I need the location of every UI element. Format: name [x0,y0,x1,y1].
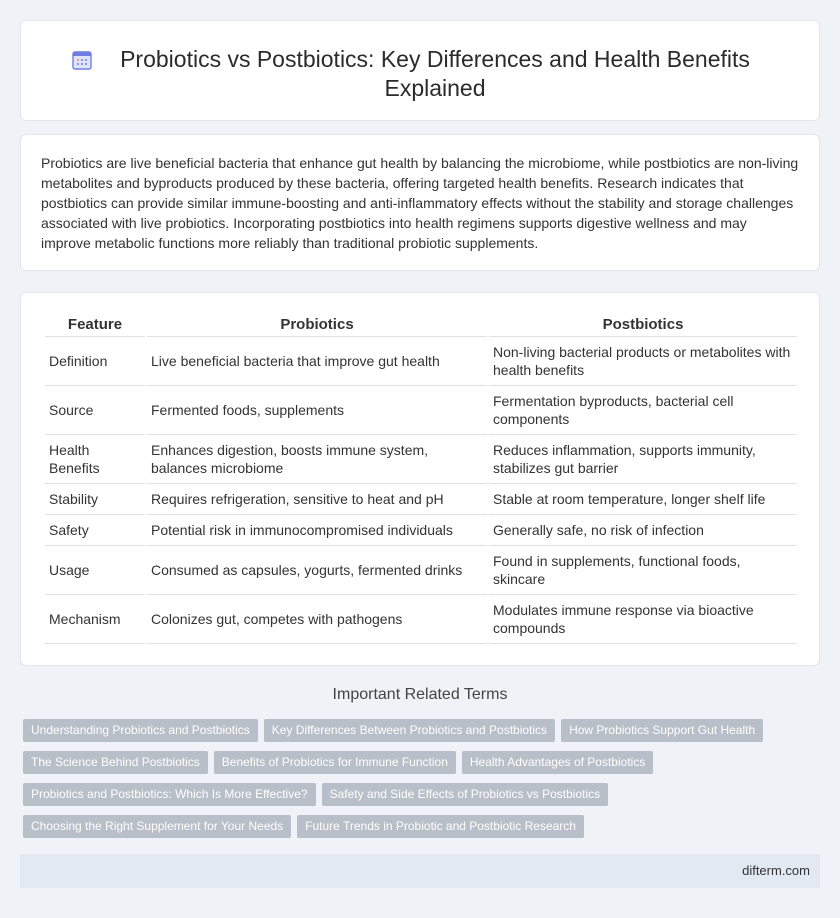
probiotics-cell: Consumed as capsules, yogurts, fermented drinks [147,546,487,595]
intro-card [20,134,820,271]
related-term-tag[interactable]: Probiotics and Postbiotics: Which Is More Effective? [23,783,316,806]
tag-row [23,815,813,838]
tag-row [23,719,813,742]
probiotics-cell: Enhances digestion, boosts immune system, balances microbiome [147,435,487,484]
header-postbiotics: Postbiotics [489,313,797,337]
feature-cell: Stability [45,484,145,515]
postbiotics-cell: Stable at room temperature, longer shelf life [489,484,797,515]
probiotics-cell: Live beneficial bacteria that improve gut health [147,337,487,386]
related-term-tag[interactable]: Future Trends in Probiotic and Postbiotic Research [297,815,584,838]
feature-cell: Health Benefits [45,435,145,484]
postbiotics-cell: Reduces inflammation, supports immunity, stabilizes gut barrier [489,435,797,484]
related-term-tag[interactable]: Safety and Side Effects of Probiotics vs Postbiotics [322,783,609,806]
postbiotics-cell: Modulates immune response via bioactive compounds [489,595,797,644]
table-row [45,435,797,484]
related-term-tag[interactable]: The Science Behind Postbiotics [23,751,208,774]
title-card [20,20,820,121]
intro-paragraph: Probiotics are live beneficial bacteria that enhance gut health by balancing the microbiome, while postbiotics are non-living metabolites and byproducts produced by these bacteria, offering targeted health benefits. Research indicates that postbiotics can provide similar immune-boosting and anti-inflammatory effects without the stability and storage challenges associated with live probiotics. Incorporating postbiotics into health regimens supports digestive wellness and may improve metabolic functions more reliably than traditional probiotic supplements. [41,155,799,251]
table-row [45,595,797,644]
comparison-table [43,313,799,644]
table-row [45,337,797,386]
related-terms-heading: Important Related Terms [332,686,508,703]
related-term-tag[interactable]: Benefits of Probiotics for Immune Function [214,751,456,774]
tag-row [23,783,813,806]
feature-cell: Definition [45,337,145,386]
feature-cell: Mechanism [45,595,145,644]
feature-cell: Safety [45,515,145,546]
table-row [45,484,797,515]
probiotics-cell: Colonizes gut, competes with pathogens [147,595,487,644]
feature-cell: Usage [45,546,145,595]
postbiotics-cell: Non-living bacterial products or metabolites with health benefits [489,337,797,386]
table-row [45,386,797,435]
related-term-tag[interactable]: Key Differences Between Probiotics and Postbiotics [264,719,555,742]
table-row [45,515,797,546]
header-probiotics: Probiotics [147,313,487,337]
feature-cell: Source [45,386,145,435]
related-term-tag[interactable]: Choosing the Right Supplement for Your Needs [23,815,291,838]
page-title: Probiotics vs Postbiotics: Key Differences and Health Benefits Explained [120,46,750,101]
related-terms-list [23,719,813,847]
postbiotics-cell: Generally safe, no risk of infection [489,515,797,546]
footer [20,854,820,888]
related-term-tag[interactable]: Health Advantages of Postbiotics [462,751,653,774]
probiotics-cell: Requires refrigeration, sensitive to heat and pH [147,484,487,515]
postbiotics-cell: Fermentation byproducts, bacterial cell components [489,386,797,435]
probiotics-cell: Potential risk in immunocompromised individuals [147,515,487,546]
related-term-tag[interactable]: How Probiotics Support Gut Health [561,719,763,742]
related-term-tag[interactable]: Understanding Probiotics and Postbiotics [23,719,258,742]
footer-site-link[interactable]: difterm.com [742,863,810,878]
comparison-table-card [20,292,820,666]
header-feature: Feature [45,313,145,337]
probiotics-cell: Fermented foods, supplements [147,386,487,435]
tag-row [23,751,813,774]
postbiotics-cell: Found in supplements, functional foods, skincare [489,546,797,595]
table-header-row [45,313,797,337]
table-row [45,546,797,595]
